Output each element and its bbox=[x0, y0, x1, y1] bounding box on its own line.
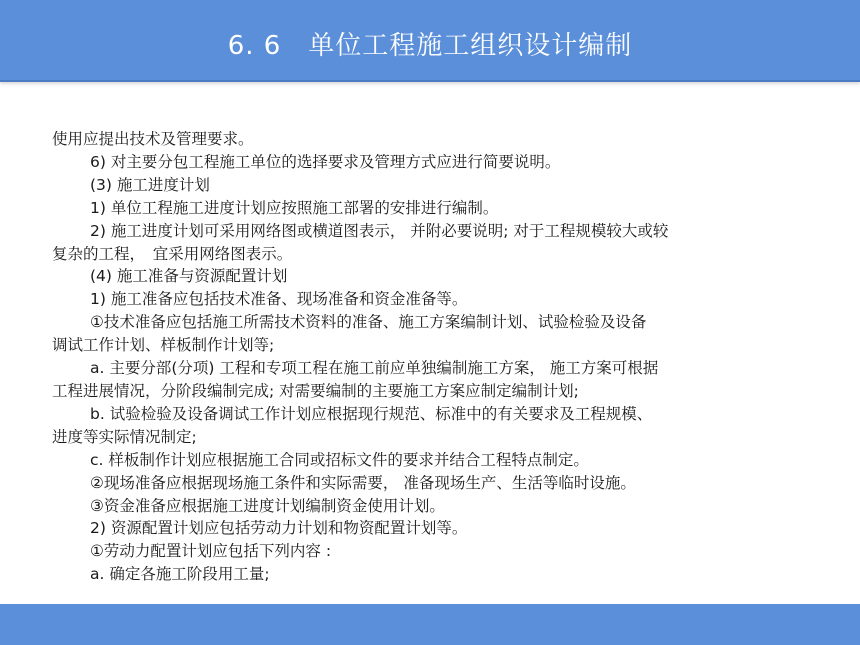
text-line: c. 样板制作计划应根据施工合同或招标文件的要求并结合工程特点制定。 bbox=[90, 450, 589, 469]
text-line: a. 确定各施工阶段用工量; bbox=[90, 565, 270, 584]
text-line: 进度等实际情况制定; bbox=[52, 427, 197, 446]
text-line: b. 试验检验及设备调试工作计划应根据现行规范、标准中的有关要求及工程规模、 bbox=[90, 404, 653, 423]
text-line: 调试工作计划、样板制作计划等; bbox=[52, 336, 275, 355]
text-line: (3) 施工进度计划 bbox=[90, 175, 210, 194]
text-line: 2) 资源配置计划应包括劳动力计划和物资配置计划等。 bbox=[90, 519, 468, 538]
header-banner bbox=[0, 0, 860, 82]
text-line: ②现场准备应根据现场施工条件和实际需要， 准备现场生产、生活等临时设施。 bbox=[90, 473, 636, 492]
page-title: 6. 6 单位工程施工组织设计编制 bbox=[227, 31, 633, 61]
footer-banner bbox=[0, 604, 860, 645]
text-line: 复杂的工程， 宜采用网络图表示。 bbox=[52, 244, 293, 263]
text-line: 1) 单位工程施工进度计划应按照施工部署的安排进行编制。 bbox=[90, 198, 499, 217]
text-line: ①劳动力配置计划应包括下列内容 : bbox=[90, 542, 332, 561]
text-line: 2) 施工进度计划可采用网络图或横道图表示， 并附必要说明; 对于工程规模较大或较 bbox=[90, 221, 669, 240]
text-line: 6) 对主要分包工程施工单位的选择要求及管理方式应进行简要说明。 bbox=[90, 152, 561, 171]
text-line: 工程进展情况，分阶段编制完成; 对需要编制的主要施工方案应制定编制计划; bbox=[52, 381, 579, 400]
text-line: 1) 施工准备应包括技术准备、现场准备和资金准备等。 bbox=[90, 290, 468, 309]
text-line: ③资金准备应根据施工进度计划编制资金使用计划。 bbox=[90, 496, 445, 515]
body-text bbox=[52, 128, 804, 586]
text-line: (4) 施工准备与资源配置计划 bbox=[90, 267, 288, 286]
text-line: ①技术准备应包括施工所需技术资料的准备、施工方案编制计划、试验检验及设备 bbox=[90, 313, 647, 332]
text-line: 使用应提出技术及管理要求。 bbox=[52, 130, 254, 148]
text-line: a. 主要分部(分项) 工程和专项工程在施工前应单独编制施工方案， 施工方案可根据 bbox=[90, 359, 659, 378]
